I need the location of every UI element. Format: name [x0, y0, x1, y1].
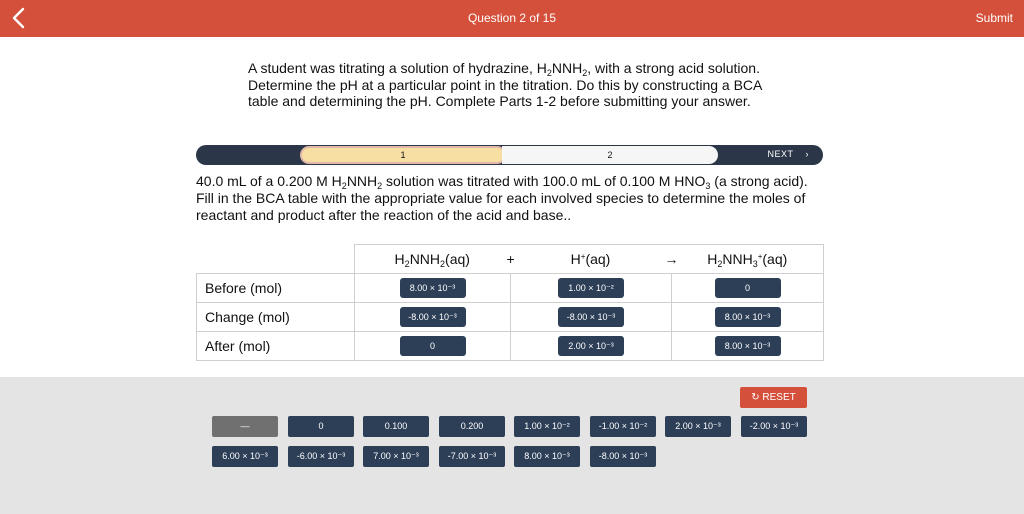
answer-chip[interactable]: 7.00 × 10⁻³: [363, 446, 429, 467]
reset-icon: ↻: [751, 392, 760, 403]
question-counter: Question 2 of 15: [467, 11, 557, 25]
row-label: Before (mol): [197, 274, 355, 303]
answer-slot[interactable]: 1.00 × 10⁻²: [558, 278, 624, 298]
bca-table: [196, 244, 824, 361]
row-label: After (mol): [197, 332, 355, 361]
answer-slot[interactable]: 8.00 × 10⁻³: [715, 336, 781, 356]
problem-prompt: A student was titrating a solution of hydrazine, $H_2NNH_2$, with a strong acid solution. Determine the pH at a particular point in the titration. Do this by constructing a BCA table and determining the pH. Complete Parts 1-2 before submitting your answer.: [248, 60, 762, 109]
row-label: Change (mol): [197, 303, 355, 332]
answer-chip[interactable]: 1.00 × 10⁻²: [514, 416, 580, 437]
answer-tray: [0, 377, 1024, 514]
answer-chip-blank[interactable]: —: [212, 416, 278, 437]
bca-row-after: [197, 332, 824, 361]
answer-chip[interactable]: 0: [288, 416, 354, 437]
answer-chip[interactable]: 0.200: [439, 416, 505, 437]
answer-chip[interactable]: -8.00 × 10⁻³: [590, 446, 656, 467]
answer-slot[interactable]: 8.00 × 10⁻³: [715, 307, 781, 327]
chevron-right-icon: ›: [805, 149, 809, 159]
bca-row-before: [197, 274, 824, 303]
answer-chip[interactable]: -7.00 × 10⁻³: [439, 446, 505, 467]
species-hydrazinium: $H_2NNH_3^+(aq)$: [672, 245, 824, 274]
bca-row-change: [197, 303, 824, 332]
answer-chip[interactable]: -6.00 × 10⁻³: [288, 446, 354, 467]
plus-sign: +: [510, 245, 511, 274]
reset-button[interactable]: ↻ RESET: [740, 387, 807, 408]
answer-chip[interactable]: 8.00 × 10⁻³: [514, 446, 580, 467]
answer-chip[interactable]: -2.00 × 10⁻³: [741, 416, 807, 437]
species-hydrazine: $H_2NNH_2(aq)$: [355, 245, 510, 274]
part-progress-bar: [196, 145, 823, 165]
species-hydrogen-ion: H+(aq): [511, 245, 671, 274]
answer-slot[interactable]: 2.00 × 10⁻³: [558, 336, 624, 356]
bca-header-row: [197, 245, 824, 274]
answer-slot[interactable]: 0: [400, 336, 466, 356]
answer-chip[interactable]: 6.00 × 10⁻³: [212, 446, 278, 467]
submit-button[interactable]: Submit: [975, 11, 1013, 25]
answer-chip[interactable]: 0.100: [363, 416, 429, 437]
part-2-step[interactable]: 2: [502, 146, 718, 164]
answer-chip[interactable]: 2.00 × 10⁻³: [665, 416, 731, 437]
top-bar: [0, 0, 1024, 37]
answer-slot[interactable]: -8.00 × 10⁻³: [400, 307, 466, 327]
answer-slot[interactable]: 0: [715, 278, 781, 298]
part-1-step[interactable]: 1: [300, 146, 506, 164]
answer-slot[interactable]: 8.00 × 10⁻³: [400, 278, 466, 298]
answer-chip[interactable]: -1.00 × 10⁻²: [590, 416, 656, 437]
next-button[interactable]: NEXT ›: [767, 149, 809, 159]
part-question: 40.0 mL of a 0.200 M $H_2NNH_2$ solution was titrated with 100.0 mL of 0.100 M $HNO_3$ (a strong acid). Fill in the BCA table with the appropriate value for each involved species to determine the moles of reactant and product after the reaction of the acid and base..: [196, 173, 808, 223]
reaction-arrow: →: [671, 245, 672, 274]
answer-slot[interactable]: -8.00 × 10⁻³: [558, 307, 624, 327]
